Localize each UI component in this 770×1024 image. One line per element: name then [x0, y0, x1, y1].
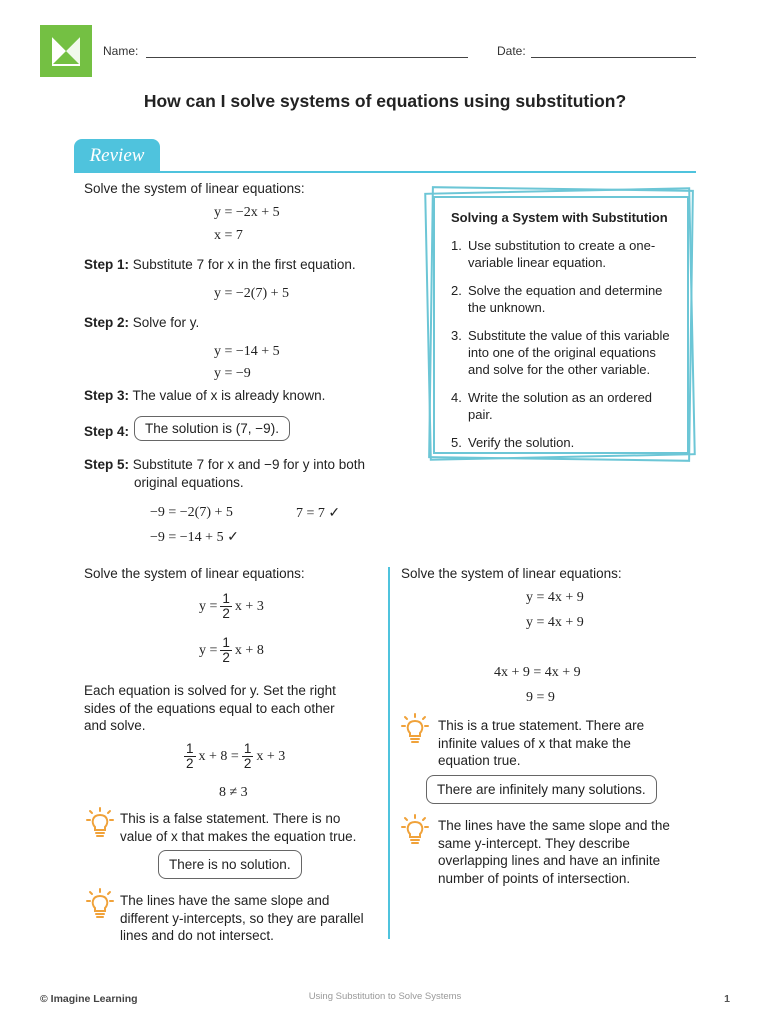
combined-fraction-right — [242, 742, 254, 771]
right-eq2: y = 4x + 9 — [526, 615, 584, 630]
step5-label: Step 5: — [84, 457, 130, 472]
left-note1: This is a false statement. There is no value of x that makes the equation true. — [120, 811, 357, 844]
fraction-numerator: 1 — [243, 741, 252, 756]
box-step-text: Substitute the value of this variable into one of the original equations and solve for the other variable. — [468, 328, 670, 377]
box-step-number: 2. — [451, 283, 462, 298]
fraction-numerator: 1 — [186, 741, 194, 756]
left-result: 8 ≠ 3 — [219, 785, 248, 800]
right-intro: Solve the system of linear equations: — [401, 566, 622, 581]
lightbulb-icon — [401, 713, 429, 743]
right-note1: This is a true statement. There are infinite values of x that make the equation true. — [438, 718, 645, 768]
box-step — [451, 327, 673, 378]
right-result: 9 = 9 — [526, 690, 555, 705]
left-combined-eq — [184, 742, 285, 771]
step4-answer-box: The solution is (7, −9). — [134, 416, 290, 441]
left-note2: The lines have the same slope and different y-intercepts, so they are parallel lines and do not intersect. — [120, 893, 364, 943]
combined-fraction-left — [184, 742, 196, 771]
step1-text: Substitute 7 for x in the first equation. — [132, 257, 356, 272]
step3-text: The value of x is already known. — [132, 388, 326, 403]
left-eq1-lhs: y = — [199, 598, 218, 614]
name-label: Name: — [103, 44, 139, 58]
step2-text: Solve for y. — [132, 315, 200, 330]
box-step — [451, 282, 673, 316]
left-eq1 — [199, 592, 264, 621]
left-explain: Each equation is solved for y. Set the right sides of the equations equal to each other and solve. — [84, 683, 336, 733]
left-eq1-rhs: x + 3 — [234, 598, 264, 614]
fraction-denominator: 2 — [186, 756, 194, 771]
box-step-text: Verify the solution. — [468, 435, 575, 450]
right-eq1: y = 4x + 9 — [526, 590, 584, 605]
box-step-text: Solve the equation and determine the unknown. — [468, 283, 663, 315]
left-eq2 — [199, 636, 264, 665]
column-divider — [388, 567, 390, 939]
right-answer-box: There are infinitely many solutions. — [426, 775, 657, 804]
box-step-number: 3. — [451, 328, 462, 343]
step2-label: Step 2: — [84, 315, 130, 330]
box-panel — [433, 196, 689, 454]
right-note2: The lines have the same slope and the same y-intercept. They describe overlapping lines and have an infinite number of points of intersection. — [438, 818, 670, 886]
right-combined-eq: 4x + 9 = 4x + 9 — [494, 665, 581, 680]
review-eq2: x = 7 — [214, 228, 243, 243]
lightbulb-icon — [86, 888, 114, 918]
box-step-number: 5. — [451, 435, 462, 450]
check-eq3: −9 = −14 + 5 ✓ — [150, 530, 239, 545]
footer-doc-title: Using Substitution to Solve Systems — [308, 991, 462, 1002]
date-label: Date: — [497, 44, 526, 58]
step1 — [84, 257, 356, 272]
box-steps — [451, 237, 673, 451]
box-step — [451, 237, 673, 271]
page-number: 1 — [724, 993, 730, 1005]
fraction-denominator: 2 — [222, 650, 230, 665]
step5-line1: Substitute 7 for x and −9 for y into both — [132, 457, 366, 472]
step5-line2: original equations. — [134, 475, 244, 490]
step5 — [84, 457, 365, 472]
step4-label: Step 4: — [84, 424, 130, 439]
review-tab: Review — [74, 139, 160, 172]
date-field[interactable] — [531, 57, 696, 58]
review-intro: Solve the system of linear equations: — [84, 181, 305, 196]
check-eq2: 7 = 7 ✓ — [296, 506, 341, 521]
box-step-text: Write the solution as an ordered pair. — [468, 390, 653, 422]
combined-mid: x + 8 = — [198, 748, 239, 764]
left-intro: Solve the system of linear equations: — [84, 566, 305, 581]
fraction-denominator: 2 — [243, 756, 252, 771]
step2 — [84, 315, 199, 330]
logo-icon — [40, 25, 92, 77]
box-title: Solving a System with Substitution — [451, 210, 668, 225]
box-step — [451, 389, 673, 423]
fraction-numerator: 1 — [222, 635, 230, 650]
page-title: How can I solve systems of equations using substitution? — [143, 91, 627, 111]
step3 — [84, 388, 325, 403]
review-eq1: y = −2x + 5 — [214, 205, 280, 220]
left-eq1-fraction — [220, 592, 232, 621]
fraction-numerator: 1 — [222, 591, 230, 606]
imagine-learning-logo — [40, 25, 92, 77]
fraction-denominator: 2 — [222, 606, 230, 621]
step2-eq1: y = −14 + 5 — [214, 344, 280, 359]
lightbulb-icon — [86, 807, 114, 837]
footer-copyright: © Imagine Learning — [40, 993, 138, 1005]
box-step-text: Use substitution to create a one-variable linear equation. — [468, 238, 656, 270]
step1-label: Step 1: — [84, 257, 130, 272]
check-eq1: −9 = −2(7) + 5 — [150, 505, 233, 520]
review-divider — [74, 171, 696, 173]
combined-end: x + 3 — [256, 748, 286, 764]
box-step-number: 4. — [451, 390, 462, 405]
left-eq2-rhs: x + 8 — [234, 642, 264, 658]
box-step-number: 1. — [451, 238, 462, 253]
step2-eq2: y = −9 — [214, 366, 251, 381]
left-eq2-lhs: y = — [199, 642, 218, 658]
left-eq2-fraction — [220, 636, 232, 665]
name-field[interactable] — [146, 57, 468, 58]
left-answer-box: There is no solution. — [158, 850, 302, 879]
lightbulb-icon — [401, 814, 429, 844]
step1-eq: y = −2(7) + 5 — [214, 286, 290, 301]
step3-label: Step 3: — [84, 388, 130, 403]
box-step — [451, 434, 673, 451]
substitution-steps-box — [427, 188, 697, 464]
